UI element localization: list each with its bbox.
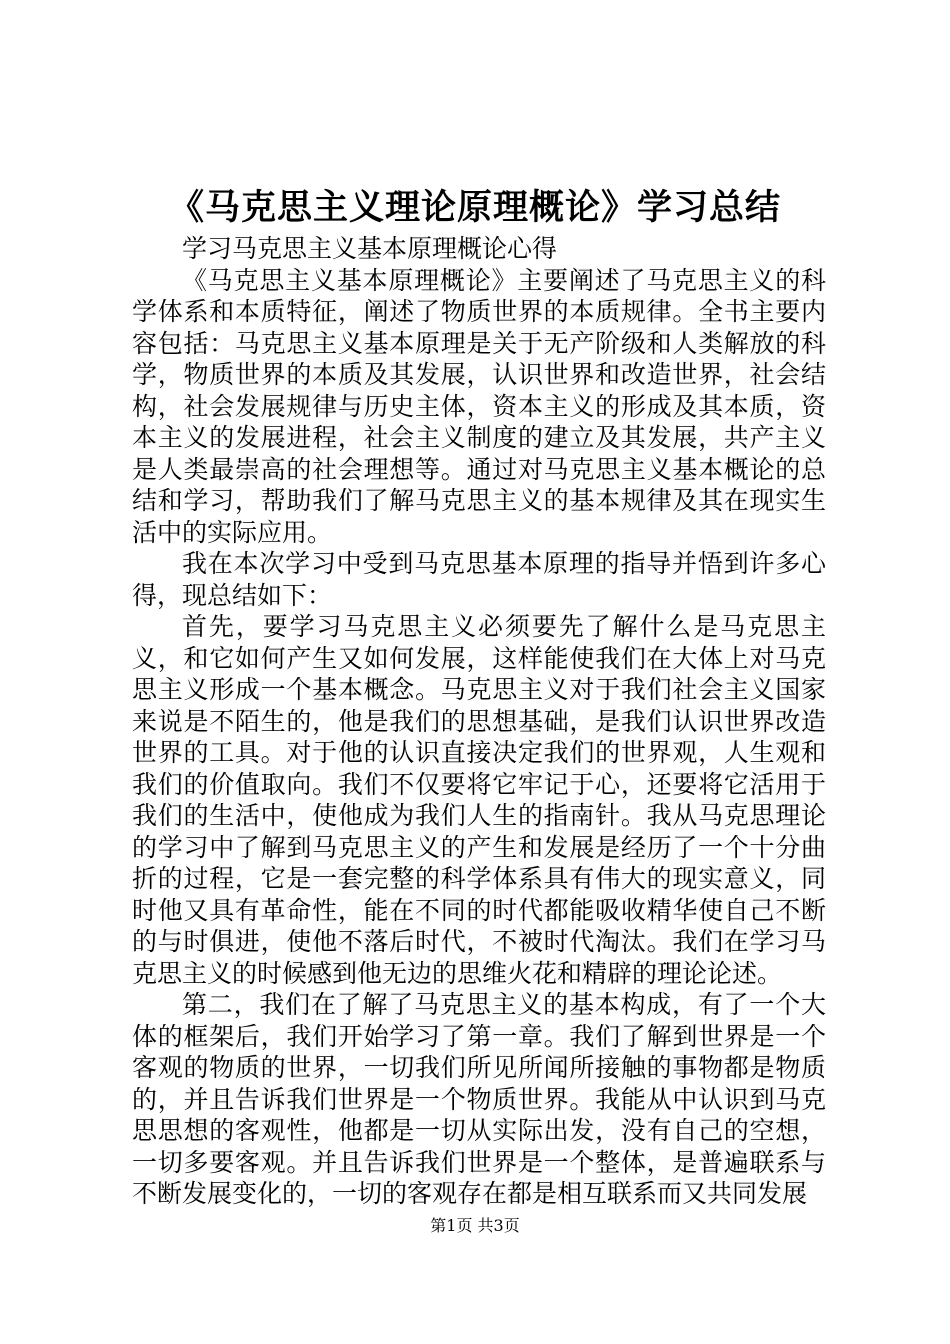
document-body	[132, 233, 826, 1210]
paragraph-intro: 《马克思主义基本原理概论》主要阐述了马克思主义的科学体系和本质特征，阐述了物质世界的本质规律。全书主要内容包括：马克思主义基本原理是关于无产阶级和人类解放的科学，物质世界的本质及其发展，认识世界和改造世界，社会结构，社会发展规律与历史主体，资本主义的形成及其本质，资本主义的发展进程，社会主义制度的建立及其发展，共产主义是人类最崇高的社会理想等。通过对马克思主义基本概论的总结和学习，帮助我们了解马克思主义的基本规律及其在现实生活中的实际应用。	[132, 265, 826, 547]
page-footer: 第1页 共3页	[430, 1216, 520, 1235]
paragraph-subtitle: 学习马克思主义基本原理概论心得	[182, 234, 558, 263]
paragraph-first-point: 首先，要学习马克思主义必须要先了解什么是马克思主义，和它如何产生又如何发展，这样能使我们在大体上对马克思主义形成一个基本概念。马克思主义对于我们社会主义国家来说是不陌生的，他是我们的思想基础，是我们认识世界改造世界的工具。对于他的认识直接决定我们的世界观，人生观和我们的价值取向。我们不仅要将它牢记于心，还要将它活用于我们的生活中，使他成为我们人生的指南针。我从马克思理论的学习中了解到马克思主义的产生和发展是经历了一个十分曲折的过程，它是一套完整的科学体系具有伟大的现实意义，同时他又具有革命性，能在不同的时代都能吸收精华使自己不断的与时俱进，使他不落后时代，不被时代淘汰。我们在学习马克思主义的时候感到他无边的思维火花和精辟的理论论述。	[132, 612, 826, 988]
paragraph-summary-lead: 我在本次学习中受到马克思基本原理的指导并悟到许多心得，现总结如下：	[132, 549, 826, 610]
paragraph-second-point: 第二，我们在了解了马克思主义的基本构成，有了一个大体的框架后，我们开始学习了第一章。我们了解到世界是一个客观的物质的世界，一切我们所见所闻所接触的事物都是物质的，并且告诉我们世界是一个物质世界。我能从中认识到马克思思想的客观性，他都是一切从实际出发，没有自己的空想，一切多要客观。并且告诉我们世界是一个整体，是普遍联系与不断发展变化的，一切的客观存在都是相互联系而又共同发展	[132, 990, 826, 1208]
document-title: 《马克思主义理论原理概论》学习总结	[168, 187, 781, 228]
